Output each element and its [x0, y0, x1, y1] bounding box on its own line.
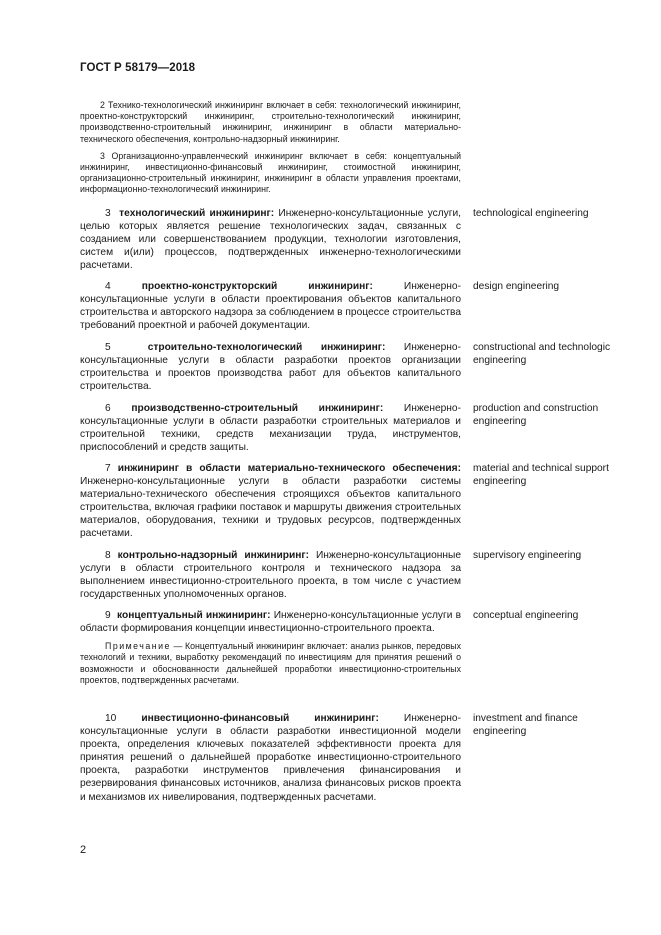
term-text	[80, 462, 461, 541]
term-number: 3	[105, 208, 111, 219]
term-entry-4	[80, 280, 461, 332]
term-name: проектно-конструкторский инжиниринг:	[141, 281, 373, 292]
term-name: производственно-строительный инжиниринг:	[131, 403, 384, 414]
english-equivalent-8: supervisory engineering	[473, 550, 582, 561]
term-text	[80, 341, 461, 393]
english-equivalent-9: conceptual engineering	[473, 610, 579, 621]
term-definition: Инженерно-консультационные услуги в области разработки системы материально-технического обеспечения строящихся объектов капитального строительства, включая графики поставок и маршруты движения строительных материалов, оборудования, техники и трудовых ресурсов, подтвержденных расчетами.	[80, 476, 461, 540]
term-number: 6	[105, 403, 111, 414]
term-text	[80, 402, 461, 454]
term-number: 9	[105, 610, 111, 621]
note-label: Примечание	[105, 641, 171, 652]
document-header: ГОСТ Р 58179—2018	[80, 62, 196, 74]
note-paragraph-3: 3 Организационно-управленческий инжиниринг включает в себя: концептуальный инжиниринг, инвестиционно-финансовый инжиниринг, стоимостной инжиниринг, организационно-строительный инжиниринг, инжиниринг в области управления проектами, информационно-технологический инжиниринг.	[80, 150, 461, 195]
term-number: 5	[105, 342, 111, 353]
note-text: — Концептуальный инжиниринг включает: анализ рынков, передовых технологий и техники, выработку рекомендаций по инвестициям для принятия решений о возможности и обоснованности дальнейшей проработки инвестиционно-строительных проектов, подтвержденных расчетами.	[80, 641, 461, 685]
term-entry-10	[80, 712, 461, 804]
term-number: 4	[105, 281, 111, 292]
term-entry-7	[80, 462, 461, 541]
term-number: 7	[105, 463, 111, 474]
term-number: 10	[105, 713, 117, 724]
english-equivalent-6: production and construction engineering	[473, 403, 599, 428]
term-entry-9	[80, 609, 461, 686]
term-note	[80, 641, 461, 686]
term-definition: Инженерно-консультационные услуги в области разработки проектов организации строительства и проектов производства работ для объектов капитального строительства.	[80, 342, 461, 393]
term-text	[80, 609, 461, 635]
term-definition: Инженерно-консультационные услуги в области формирования концепции инвестиционно-строительного проекта.	[80, 610, 461, 635]
term-number: 8	[105, 550, 111, 561]
term-text	[80, 280, 461, 332]
term-name: технологический инжиниринг:	[119, 208, 275, 219]
term-text	[80, 712, 461, 804]
term-name: строительно-технологический инжиниринг:	[147, 342, 386, 353]
english-equivalent-7: material and technical support engineering	[473, 463, 609, 488]
term-name: инвестиционно-финансовый инжиниринг:	[141, 713, 379, 724]
term-entry-3	[80, 207, 461, 272]
note-paragraph-2: 2 Технико-технологический инжиниринг включает в себя: технологический инжиниринг, проектно-конструкторский инжиниринг, строительно-технологический инжиниринг, производственно-строительный инжиниринг, инжиниринг в области материально-технического обеспечения, контрольно-надзорный инжиниринг.	[80, 100, 461, 144]
term-text	[80, 549, 461, 601]
term-definition: Инженерно-консультационные услуги в области разработки инвестиционной модели проекта, определения ключевых показателей эффективности проекта для принятия решений о дальнейшей проработке инвестиционно-строительного проекта, разработки инструментов привлечения финансирования и резервирования финансовых источников, анализа финансовых рисков проекта и механизмов их нивелирования, подтвержденных расчетами.	[80, 713, 461, 803]
intro-notes	[80, 100, 461, 202]
term-definition: Инженерно-консультационные услуги в области разработки строительных материалов и строительной техники, средств механизации труда, инструментов, приспособлений и средств защиты.	[80, 403, 461, 454]
term-definition: Инженерно-консультационные услуги, целью которых является решение технологических задач, связанных с созданием или совершенствованием продукции, технологии изготовления, систем и(или) процессов, подтвержденных инженерно-технологическими расчетами.	[80, 208, 461, 272]
page-number: 2	[80, 844, 87, 856]
term-entry-6	[80, 402, 461, 454]
english-equivalent-10: investment and finance engineering	[473, 713, 578, 738]
english-equivalent-5: constructional and technologic engineering	[473, 342, 611, 367]
english-equivalent-4: design engineering	[473, 281, 560, 292]
term-name: контрольно-надзорный инжиниринг:	[117, 550, 310, 561]
term-name: концептуальный инжиниринг:	[117, 610, 271, 621]
term-definition: Инженерно-консультационные услуги в области строительного контроля и технического надзора за выполнением инвестиционно-строительного проекта, в том числе с участием государственных уполномоченных органов.	[80, 550, 461, 601]
term-entry-5	[80, 341, 461, 393]
term-definition: Инженерно-консультационные услуги в области проектирования объектов капитального строительства и авторского надзора за соблюдением в процессе строительства требований проектной и рабочей документации.	[80, 281, 461, 332]
term-entry-8	[80, 549, 461, 601]
term-name: инжиниринг в области материально-технического обеспечения:	[117, 463, 461, 474]
english-equivalent-3: technological engineering	[473, 208, 589, 219]
term-text	[80, 207, 461, 272]
